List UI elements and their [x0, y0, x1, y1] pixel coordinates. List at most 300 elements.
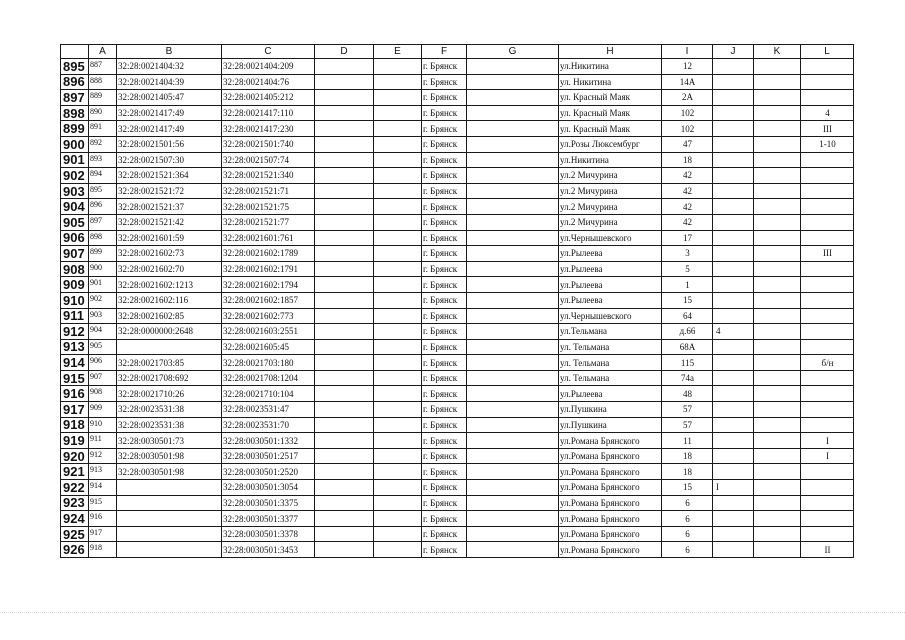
- column-c-cell: 32:28:0021417:110: [222, 105, 315, 121]
- table-row: [61, 448, 854, 464]
- column-b-cell: 32:28:0021405:47: [117, 90, 222, 106]
- column-b-cell: 32:28:0023531:38: [117, 402, 222, 418]
- column-b-cell: [117, 480, 222, 496]
- table-row: [61, 292, 854, 308]
- column-k-cell: [754, 246, 801, 262]
- column-h-cell: ул.Рылеева: [559, 386, 662, 402]
- column-e-cell: [374, 121, 422, 137]
- column-f-cell: г. Брянск: [422, 121, 467, 137]
- column-f-cell: г. Брянск: [422, 261, 467, 277]
- column-header-l: L: [801, 45, 854, 59]
- column-k-cell: [754, 386, 801, 402]
- column-a-cell: 895: [89, 183, 117, 199]
- column-e-cell: [374, 230, 422, 246]
- table-row: [61, 417, 854, 433]
- column-j-cell: [713, 448, 754, 464]
- column-g-cell: [467, 308, 559, 324]
- column-j-cell: [713, 168, 754, 184]
- column-h-cell: ул.Розы Люксембург: [559, 136, 662, 152]
- column-g-cell: [467, 495, 559, 511]
- column-k-cell: [754, 526, 801, 542]
- table-row: [61, 433, 854, 449]
- row-number: 916: [61, 386, 89, 402]
- column-k-cell: [754, 183, 801, 199]
- column-l-cell: [801, 277, 854, 293]
- column-e-cell: [374, 464, 422, 480]
- table-row: [61, 183, 854, 199]
- column-header-i: I: [662, 45, 713, 59]
- column-d-cell: [315, 526, 374, 542]
- column-f-cell: г. Брянск: [422, 230, 467, 246]
- row-number: 901: [61, 152, 89, 168]
- column-l-cell: [801, 74, 854, 90]
- column-i-cell: 6: [662, 526, 713, 542]
- column-l-cell: 4: [801, 105, 854, 121]
- column-d-cell: [315, 214, 374, 230]
- column-f-cell: г. Брянск: [422, 74, 467, 90]
- column-a-cell: 913: [89, 464, 117, 480]
- column-j-cell: [713, 261, 754, 277]
- column-c-cell: 32:28:0021603:2551: [222, 324, 315, 340]
- column-k-cell: [754, 417, 801, 433]
- column-f-cell: г. Брянск: [422, 526, 467, 542]
- column-g-cell: [467, 292, 559, 308]
- column-a-cell: 891: [89, 121, 117, 137]
- column-i-cell: 6: [662, 511, 713, 527]
- column-l-cell: III: [801, 121, 854, 137]
- column-a-cell: 897: [89, 214, 117, 230]
- column-a-cell: 888: [89, 74, 117, 90]
- row-number: 921: [61, 464, 89, 480]
- column-l-cell: III: [801, 246, 854, 262]
- column-c-cell: 32:28:0021521:71: [222, 183, 315, 199]
- column-header-j: J: [713, 45, 754, 59]
- column-j-cell: [713, 526, 754, 542]
- column-j-cell: I: [713, 480, 754, 496]
- column-e-cell: [374, 402, 422, 418]
- column-j-cell: [713, 230, 754, 246]
- column-c-cell: 32:28:0030501:3378: [222, 526, 315, 542]
- column-d-cell: [315, 542, 374, 558]
- column-k-cell: [754, 152, 801, 168]
- column-g-cell: [467, 230, 559, 246]
- column-h-cell: ул. Тельмана: [559, 370, 662, 386]
- column-g-cell: [467, 355, 559, 371]
- column-i-cell: 11: [662, 433, 713, 449]
- table-row: [61, 464, 854, 480]
- row-number: 912: [61, 324, 89, 340]
- column-h-cell: ул. Красный Маяк: [559, 105, 662, 121]
- column-h-cell: ул. Красный Маяк: [559, 121, 662, 137]
- column-c-cell: 32:28:0021602:1791: [222, 261, 315, 277]
- column-header-d: D: [315, 45, 374, 59]
- column-g-cell: [467, 261, 559, 277]
- column-f-cell: г. Брянск: [422, 199, 467, 215]
- column-c-cell: 32:28:0030501:2520: [222, 464, 315, 480]
- row-number: 902: [61, 168, 89, 184]
- column-h-cell: ул.Романа Брянского: [559, 480, 662, 496]
- column-l-cell: [801, 292, 854, 308]
- column-g-cell: [467, 90, 559, 106]
- column-k-cell: [754, 495, 801, 511]
- column-e-cell: [374, 511, 422, 527]
- column-b-cell: 32:28:0021417:49: [117, 121, 222, 137]
- column-f-cell: г. Брянск: [422, 214, 467, 230]
- column-k-cell: [754, 355, 801, 371]
- column-h-cell: ул.2 Мичурина: [559, 214, 662, 230]
- row-number: 919: [61, 433, 89, 449]
- column-a-cell: 909: [89, 402, 117, 418]
- column-i-cell: 57: [662, 417, 713, 433]
- column-a-cell: 907: [89, 370, 117, 386]
- column-g-cell: [467, 121, 559, 137]
- column-c-cell: 32:28:0021602:773: [222, 308, 315, 324]
- row-number: 913: [61, 339, 89, 355]
- column-b-cell: 32:28:0021602:70: [117, 261, 222, 277]
- column-l-cell: [801, 199, 854, 215]
- column-g-cell: [467, 277, 559, 293]
- column-i-cell: 17: [662, 230, 713, 246]
- column-j-cell: [713, 90, 754, 106]
- column-l-cell: [801, 464, 854, 480]
- column-i-cell: 6: [662, 495, 713, 511]
- column-d-cell: [315, 402, 374, 418]
- table-row: [61, 74, 854, 90]
- column-h-cell: ул.Романа Брянского: [559, 526, 662, 542]
- column-d-cell: [315, 90, 374, 106]
- column-c-cell: 32:28:0030501:3054: [222, 480, 315, 496]
- column-h-cell: ул.Пушкина: [559, 402, 662, 418]
- column-j-cell: [713, 402, 754, 418]
- column-f-cell: г. Брянск: [422, 292, 467, 308]
- column-e-cell: [374, 308, 422, 324]
- row-number: 910: [61, 292, 89, 308]
- column-d-cell: [315, 448, 374, 464]
- column-b-cell: 32:28:0030501:98: [117, 464, 222, 480]
- row-number: 923: [61, 495, 89, 511]
- column-c-cell: 32:28:0021405:212: [222, 90, 315, 106]
- table-row: [61, 246, 854, 262]
- table-row: [61, 277, 854, 293]
- column-a-cell: 904: [89, 324, 117, 340]
- column-i-cell: 15: [662, 480, 713, 496]
- column-f-cell: г. Брянск: [422, 386, 467, 402]
- column-k-cell: [754, 277, 801, 293]
- column-l-cell: [801, 59, 854, 75]
- table-row: [61, 511, 854, 527]
- column-a-cell: 914: [89, 480, 117, 496]
- column-k-cell: [754, 90, 801, 106]
- column-c-cell: 32:28:0023531:70: [222, 417, 315, 433]
- column-l-cell: [801, 261, 854, 277]
- column-f-cell: г. Брянск: [422, 542, 467, 558]
- column-f-cell: г. Брянск: [422, 355, 467, 371]
- column-g-cell: [467, 59, 559, 75]
- column-a-cell: 889: [89, 90, 117, 106]
- row-number: 896: [61, 74, 89, 90]
- column-k-cell: [754, 261, 801, 277]
- row-number: 922: [61, 480, 89, 496]
- corner-cell: [61, 45, 89, 59]
- column-k-cell: [754, 542, 801, 558]
- column-e-cell: [374, 246, 422, 262]
- column-a-cell: 902: [89, 292, 117, 308]
- column-g-cell: [467, 464, 559, 480]
- column-l-cell: [801, 370, 854, 386]
- column-b-cell: 32:28:0021710:26: [117, 386, 222, 402]
- column-c-cell: 32:28:0021404:76: [222, 74, 315, 90]
- column-l-cell: [801, 152, 854, 168]
- column-f-cell: г. Брянск: [422, 308, 467, 324]
- column-f-cell: г. Брянск: [422, 480, 467, 496]
- column-j-cell: [713, 292, 754, 308]
- row-number: 911: [61, 308, 89, 324]
- column-h-cell: ул.Чернышевского: [559, 308, 662, 324]
- column-a-cell: 900: [89, 261, 117, 277]
- column-c-cell: 32:28:0021601:761: [222, 230, 315, 246]
- column-d-cell: [315, 105, 374, 121]
- column-d-cell: [315, 136, 374, 152]
- column-l-cell: [801, 183, 854, 199]
- column-e-cell: [374, 448, 422, 464]
- column-a-cell: 911: [89, 433, 117, 449]
- column-c-cell: 32:28:0021521:75: [222, 199, 315, 215]
- column-h-cell: ул.Романа Брянского: [559, 542, 662, 558]
- column-h-cell: ул.2 Мичурина: [559, 168, 662, 184]
- column-i-cell: 42: [662, 199, 713, 215]
- column-b-cell: 32:28:0030501:73: [117, 433, 222, 449]
- column-d-cell: [315, 261, 374, 277]
- column-b-cell: 32:28:0023531:38: [117, 417, 222, 433]
- column-i-cell: 6: [662, 542, 713, 558]
- column-e-cell: [374, 542, 422, 558]
- column-g-cell: [467, 386, 559, 402]
- column-h-cell: ул.Романа Брянского: [559, 495, 662, 511]
- column-g-cell: [467, 152, 559, 168]
- column-h-cell: ул.Пушкина: [559, 417, 662, 433]
- column-d-cell: [315, 152, 374, 168]
- column-header-row: [61, 45, 854, 59]
- row-number: 900: [61, 136, 89, 152]
- column-i-cell: 102: [662, 105, 713, 121]
- column-l-cell: I: [801, 433, 854, 449]
- column-c-cell: 32:28:0030501:3375: [222, 495, 315, 511]
- column-h-cell: ул.Рылеева: [559, 292, 662, 308]
- column-d-cell: [315, 480, 374, 496]
- column-j-cell: [713, 214, 754, 230]
- column-h-cell: ул.Тельмана: [559, 324, 662, 340]
- column-j-cell: [713, 277, 754, 293]
- column-a-cell: 908: [89, 386, 117, 402]
- column-h-cell: ул.Никитина: [559, 59, 662, 75]
- column-l-cell: [801, 168, 854, 184]
- column-b-cell: 32:28:0021404:32: [117, 59, 222, 75]
- column-f-cell: г. Брянск: [422, 339, 467, 355]
- column-l-cell: [801, 386, 854, 402]
- column-k-cell: [754, 464, 801, 480]
- column-i-cell: 42: [662, 183, 713, 199]
- column-i-cell: 18: [662, 448, 713, 464]
- column-i-cell: 68А: [662, 339, 713, 355]
- column-a-cell: 912: [89, 448, 117, 464]
- column-f-cell: г. Брянск: [422, 448, 467, 464]
- column-l-cell: [801, 308, 854, 324]
- column-g-cell: [467, 324, 559, 340]
- column-d-cell: [315, 433, 374, 449]
- table-row: [61, 59, 854, 75]
- column-l-cell: [801, 214, 854, 230]
- column-h-cell: ул.Романа Брянского: [559, 511, 662, 527]
- column-f-cell: г. Брянск: [422, 90, 467, 106]
- column-e-cell: [374, 277, 422, 293]
- column-l-cell: б/н: [801, 355, 854, 371]
- column-i-cell: 14А: [662, 74, 713, 90]
- column-h-cell: ул.2 Мичурина: [559, 183, 662, 199]
- column-g-cell: [467, 168, 559, 184]
- column-j-cell: [713, 74, 754, 90]
- column-c-cell: 32:28:0021708:1204: [222, 370, 315, 386]
- column-j-cell: [713, 542, 754, 558]
- column-a-cell: 892: [89, 136, 117, 152]
- column-b-cell: [117, 511, 222, 527]
- column-k-cell: [754, 370, 801, 386]
- column-c-cell: 32:28:0030501:3377: [222, 511, 315, 527]
- column-j-cell: [713, 464, 754, 480]
- table-row: [61, 339, 854, 355]
- column-i-cell: 12: [662, 59, 713, 75]
- column-h-cell: ул.Рылеева: [559, 246, 662, 262]
- column-g-cell: [467, 526, 559, 542]
- column-k-cell: [754, 199, 801, 215]
- table-row: [61, 230, 854, 246]
- column-i-cell: 18: [662, 464, 713, 480]
- column-k-cell: [754, 511, 801, 527]
- column-c-cell: 32:28:0021703:180: [222, 355, 315, 371]
- column-i-cell: 102: [662, 121, 713, 137]
- column-g-cell: [467, 214, 559, 230]
- table-row: [61, 480, 854, 496]
- table-row: [61, 261, 854, 277]
- column-d-cell: [315, 59, 374, 75]
- column-i-cell: 57: [662, 402, 713, 418]
- column-f-cell: г. Брянск: [422, 495, 467, 511]
- column-g-cell: [467, 480, 559, 496]
- column-j-cell: [713, 417, 754, 433]
- column-l-cell: [801, 480, 854, 496]
- column-a-cell: 903: [89, 308, 117, 324]
- column-e-cell: [374, 199, 422, 215]
- row-number: 895: [61, 59, 89, 75]
- column-j-cell: [713, 433, 754, 449]
- column-b-cell: 32:28:0021703:85: [117, 355, 222, 371]
- column-j-cell: [713, 152, 754, 168]
- column-b-cell: 32:28:0030501:98: [117, 448, 222, 464]
- column-b-cell: 32:28:0021521:364: [117, 168, 222, 184]
- column-a-cell: 899: [89, 246, 117, 262]
- column-d-cell: [315, 511, 374, 527]
- column-d-cell: [315, 121, 374, 137]
- row-number: 926: [61, 542, 89, 558]
- column-c-cell: 32:28:0021507:74: [222, 152, 315, 168]
- column-h-cell: ул.2 Мичурина: [559, 199, 662, 215]
- column-header-k: K: [754, 45, 801, 59]
- column-b-cell: 32:28:0021602:73: [117, 246, 222, 262]
- column-k-cell: [754, 136, 801, 152]
- column-k-cell: [754, 168, 801, 184]
- column-f-cell: г. Брянск: [422, 246, 467, 262]
- column-a-cell: 898: [89, 230, 117, 246]
- column-j-cell: [713, 136, 754, 152]
- column-h-cell: ул.Чернышевского: [559, 230, 662, 246]
- column-l-cell: [801, 230, 854, 246]
- column-g-cell: [467, 105, 559, 121]
- column-i-cell: 74а: [662, 370, 713, 386]
- column-i-cell: 42: [662, 168, 713, 184]
- column-g-cell: [467, 402, 559, 418]
- column-i-cell: 18: [662, 152, 713, 168]
- column-e-cell: [374, 168, 422, 184]
- column-c-cell: 32:28:0021602:1857: [222, 292, 315, 308]
- column-a-cell: 916: [89, 511, 117, 527]
- column-b-cell: [117, 526, 222, 542]
- column-i-cell: 47: [662, 136, 713, 152]
- column-j-cell: [713, 355, 754, 371]
- column-i-cell: 42: [662, 214, 713, 230]
- column-c-cell: 32:28:0030501:1332: [222, 433, 315, 449]
- column-a-cell: 901: [89, 277, 117, 293]
- table-row: [61, 370, 854, 386]
- column-k-cell: [754, 214, 801, 230]
- column-e-cell: [374, 355, 422, 371]
- column-j-cell: [713, 370, 754, 386]
- column-f-cell: г. Брянск: [422, 433, 467, 449]
- row-number: 897: [61, 90, 89, 106]
- column-g-cell: [467, 136, 559, 152]
- column-c-cell: 32:28:0021521:77: [222, 214, 315, 230]
- row-number: 898: [61, 105, 89, 121]
- table-row: [61, 324, 854, 340]
- column-g-cell: [467, 370, 559, 386]
- column-d-cell: [315, 355, 374, 371]
- column-k-cell: [754, 74, 801, 90]
- column-d-cell: [315, 246, 374, 262]
- column-d-cell: [315, 277, 374, 293]
- column-f-cell: г. Брянск: [422, 152, 467, 168]
- column-h-cell: ул.Романа Брянского: [559, 464, 662, 480]
- row-number: 918: [61, 417, 89, 433]
- column-d-cell: [315, 74, 374, 90]
- column-j-cell: [713, 511, 754, 527]
- column-j-cell: [713, 59, 754, 75]
- column-a-cell: 917: [89, 526, 117, 542]
- column-e-cell: [374, 526, 422, 542]
- row-number: 914: [61, 355, 89, 371]
- column-header-f: F: [422, 45, 467, 59]
- column-e-cell: [374, 386, 422, 402]
- column-h-cell: ул. Тельмана: [559, 355, 662, 371]
- column-k-cell: [754, 308, 801, 324]
- column-i-cell: 3: [662, 246, 713, 262]
- column-d-cell: [315, 183, 374, 199]
- column-l-cell: II: [801, 542, 854, 558]
- column-a-cell: 894: [89, 168, 117, 184]
- table-row: [61, 495, 854, 511]
- column-j-cell: [713, 183, 754, 199]
- column-b-cell: 32:28:0021602:85: [117, 308, 222, 324]
- column-b-cell: 32:28:0021521:72: [117, 183, 222, 199]
- column-l-cell: 1-10: [801, 136, 854, 152]
- column-h-cell: ул.Романа Брянского: [559, 448, 662, 464]
